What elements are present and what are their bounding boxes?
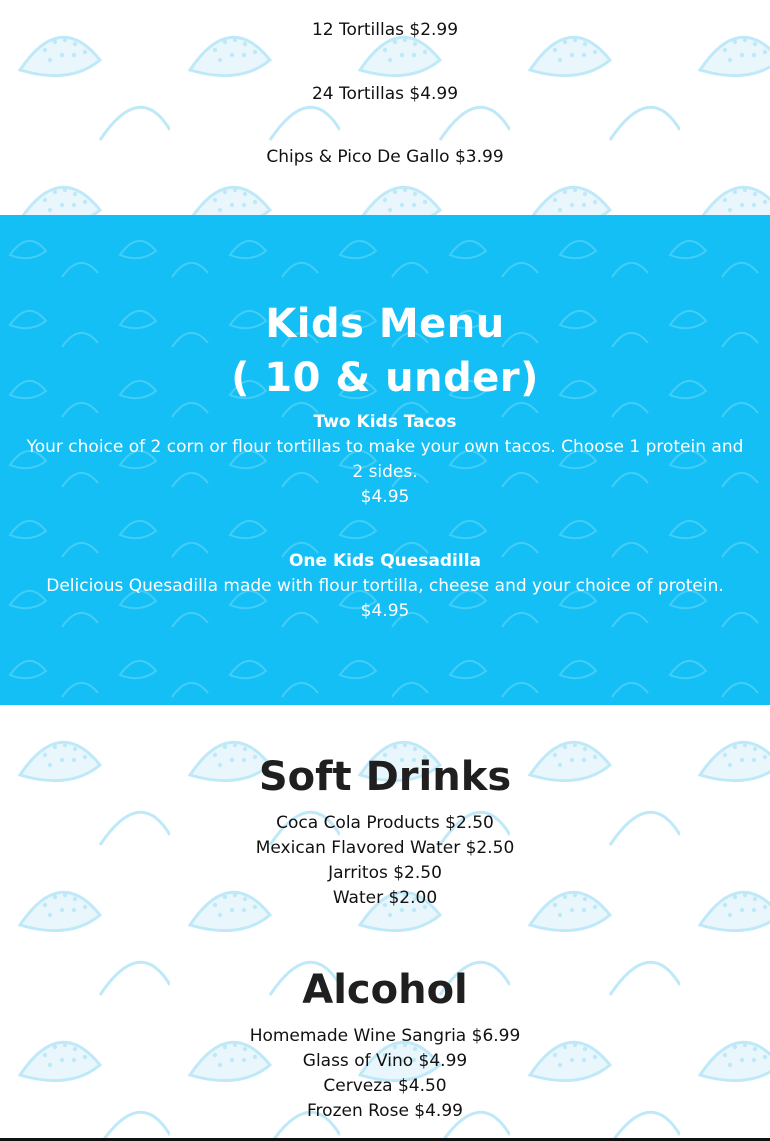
side-item-chips-pico: Chips & Pico De Gallo $3.99 <box>266 147 504 167</box>
kids-menu-section <box>0 215 770 705</box>
kids-item-quesadilla <box>20 549 750 624</box>
kids-item-description: Delicious Quesadilla made with flour tortilla, cheese and your choice of protein. <box>46 576 724 596</box>
alcohol-item: Glass of Vino $4.99 <box>302 1051 468 1071</box>
soft-drink-item: Mexican Flavored Water $2.50 <box>255 838 515 858</box>
soft-drink-item: Water $2.00 <box>332 888 438 908</box>
kids-item-two-tacos <box>20 410 750 510</box>
kids-menu-title-line2: ( 10 & under) <box>231 355 539 401</box>
kids-item-price: $4.95 <box>360 487 410 507</box>
side-item-24-tortillas: 24 Tortillas $4.99 <box>311 84 459 104</box>
side-item-12-tortillas: 12 Tortillas $2.99 <box>311 20 459 40</box>
soft-drink-item: Jarritos $2.50 <box>328 863 442 883</box>
alcohol-title: Alcohol <box>302 967 468 1013</box>
kids-item-description: Your choice of 2 corn or flour tortillas to make your own tacos. Choose 1 protein and 2 sides. <box>26 437 744 482</box>
kids-item-name: Two Kids Tacos <box>313 412 457 432</box>
soft-drinks-title: Soft Drinks <box>258 754 512 800</box>
kids-menu-title-line1: Kids Menu <box>265 301 505 347</box>
alcohol-item: Homemade Wine Sangria $6.99 <box>249 1026 521 1046</box>
kids-item-price: $4.95 <box>360 601 410 621</box>
sides-section <box>0 0 770 215</box>
kids-menu-title <box>0 297 770 405</box>
alcohol-list <box>0 1024 770 1124</box>
soft-drinks-list <box>0 811 770 911</box>
drinks-section <box>0 705 770 1141</box>
alcohol-item: Frozen Rose $4.99 <box>307 1101 463 1121</box>
kids-item-name: One Kids Quesadilla <box>288 551 481 571</box>
alcohol-item: Cerveza $4.50 <box>323 1076 447 1096</box>
soft-drink-item: Coca Cola Products $2.50 <box>276 813 494 833</box>
